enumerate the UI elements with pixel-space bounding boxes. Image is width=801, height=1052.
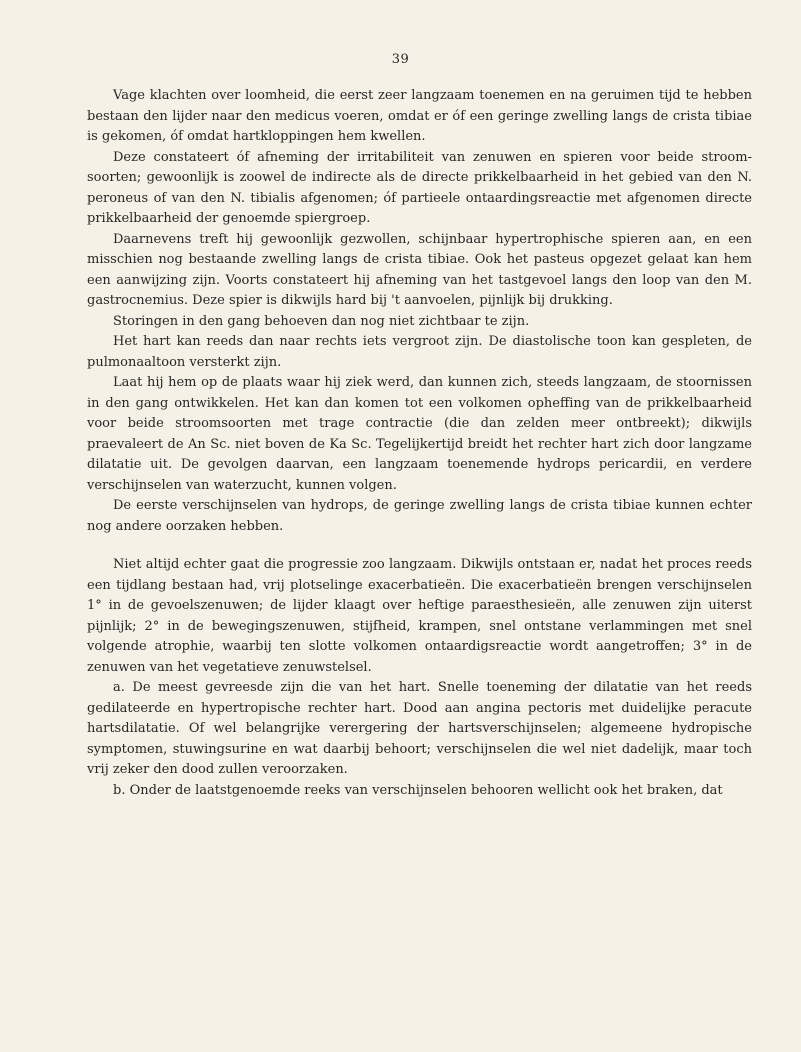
paragraph: Daarnevens treft hij gewoonlijk gezwollen, schijnbaar hypertrophische spieren aan, en een misschien nog bestaande zwelling langs de crista tibiae. Ook het pasteus opgezet gelaat kan hem een aanwijzing zijn. Voorts constateert hij afneming van het tastgevoel langs den loop van den M. gastrocnemius. Deze spier is dikwijls hard bij 't aanvoelen, pijnlijk bij drukking. bbox=[87, 231, 752, 308]
paragraph: Niet altijd echter gaat die progressie zoo langzaam. Dikwijls ontstaan er, nadat het proces reeds een tijdlang bestaan had, vrij plotselinge exacerbatieën. Die exacerbatieën brengen verschijnselen 1° in de gevoelszenuwen; de lijder klaagt over heftige paraesthesieën, alle zenuwen zijn uiterst pijnlijk; 2° in de bewegingszenuwen, stijfheid, krampen, snel ontstane verlammingen met snel volgende atrophie, waarbij ten slotte volkomen ontaardigsreactie wordt aangetroffen; 3° in de zenuwen van het vegetatieve zenuwstelsel. bbox=[87, 557, 752, 675]
paragraph: De eerste verschijnselen van hydrops, de geringe zwelling langs de crista tibiae kunnen echter nog andere oorzaken hebben. bbox=[87, 498, 752, 534]
page-number: 39 bbox=[391, 52, 410, 67]
paragraph: Het hart kan reeds dan naar rechts iets vergroot zijn. De diastolische toon kan gespleten, de pulmonaaltoon versterkt zijn. bbox=[87, 334, 752, 370]
paragraph: Deze constateert óf afneming der irritabiliteit van zenuwen en spieren voor beide stroomsoorten; gewoonlijk is zoowel de indirecte als de directe prikkelbaarheid in het gebied van den N. peroneus of van den N. tibialis afgenomen; óf partieele ontaardingsreactie met afgenomen directe prikkelbaarheid der genoemde spiergroep. bbox=[87, 149, 752, 226]
paragraph: a. De meest gevreesde zijn die van het hart. Snelle toeneming der dilatatie van het reeds gedilateerde en hypertropische rechter hart. Dood aan angina pectoris met duidelijke peracute hartsdilatatie. Of wel belangrijke verergering der hartsverschijnselen; algemeene hydropische symptomen, stuwingsurine en wat daarbij behoort; verschijnselen die wel niet dadelijk, maar toch vrij zeker den dood zullen veroorzaken. bbox=[87, 680, 752, 777]
body-text bbox=[87, 86, 752, 801]
paragraph: Laat hij hem op de plaats waar hij ziek werd, dan kunnen zich, steeds langzaam, de stoornissen in den gang ontwikkelen. Het kan dan komen tot een volkomen opheffing van de prikkelbaarheid voor beide stroomsoorten met trage contractie (die dan zelden meer ontbreekt); dikwijls praevaleert de An Sc. niet boven de Ka Sc. Tegelijkertijd breidt het rechter hart zich door langzame dilatatie uit. De gevolgen daarvan, een langzaam toenemende hydrops pericardii, en verdere verschijnselen van waterzucht, kunnen volgen. bbox=[87, 375, 752, 493]
paragraph: b. Onder de laatstgenoemde reeks van verschijnselen behooren wellicht ook het braken, dat bbox=[113, 782, 723, 798]
paragraph: Storingen in den gang behoeven dan nog niet zichtbaar te zijn. bbox=[113, 313, 530, 329]
paragraph: Vage klachten over loomheid, die eerst zeer langzaam toenemen en na geruimen tijd te hebben bestaan den lijder naar den medicus voeren, omdat er óf een geringe zwelling langs de crista tibiae is gekomen, óf omdat hartkloppingen hem kwellen. bbox=[87, 88, 752, 144]
